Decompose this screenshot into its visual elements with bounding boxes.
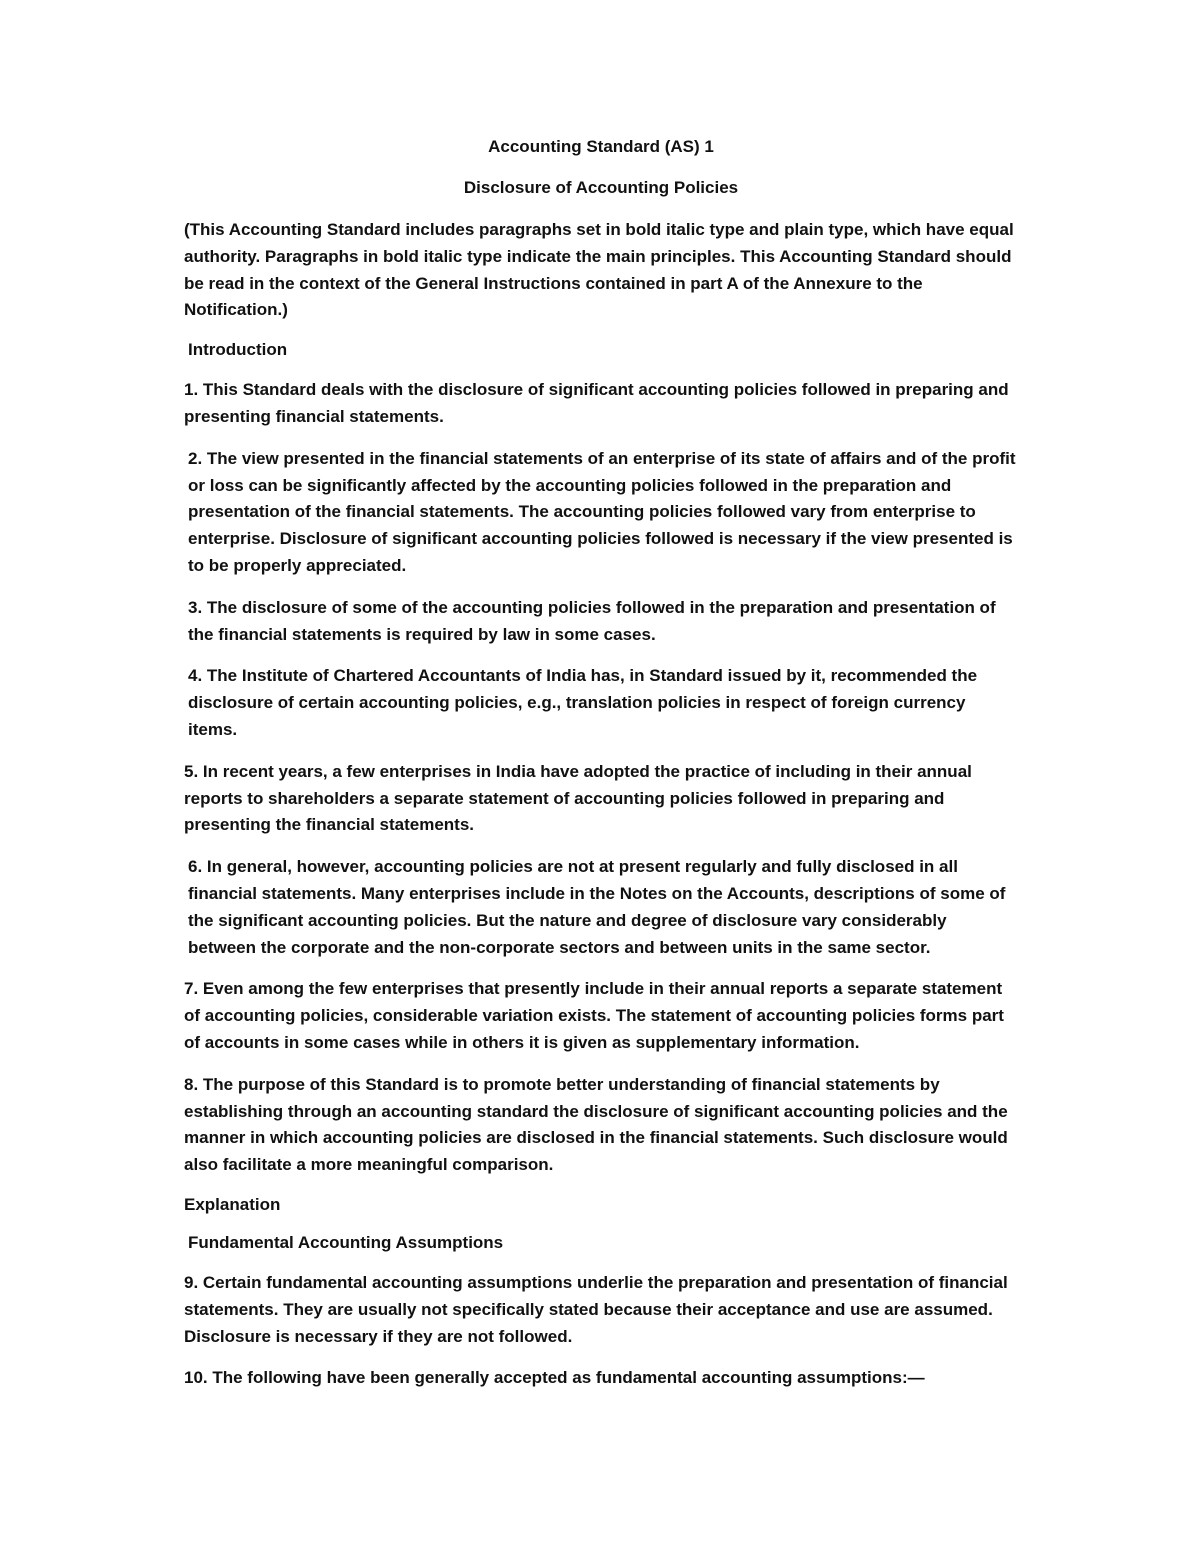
paragraph-4: 4. The Institute of Chartered Accountants of India has, in Standard issued by it, recommended the disclosure of certain accounting policies, e.g., translation policies in respect of foreign currency items. <box>188 666 978 739</box>
assumptions-heading: Fundamental Accounting Assumptions <box>188 1232 504 1252</box>
paragraph-10: 10. The following have been generally accepted as fundamental accounting assumptions:— <box>184 1368 925 1388</box>
document-subtitle: Disclosure of Accounting Policies <box>463 178 739 197</box>
paragraph-1: 1. This Standard deals with the disclosure of significant accounting policies followed in preparing and presenting financial statements. <box>184 380 1009 426</box>
paragraph-8: 8. The purpose of this Standard is to promote better understanding of financial statements by establishing through an accounting standard the disclosure of significant accounting policies and the manner in which accounting policies are disclosed in the financial statements. Such disclosure would also facilitate a more meaningful comparison. <box>184 1074 1008 1175</box>
paragraph-7: 7. Even among the few enterprises that presently include in their annual reports a separate statement of accounting policies, considerable variation exists. The statement of accounting policies forms part of accounts in some cases while in others it is given as supplementary information. <box>184 979 1004 1052</box>
paragraph-6: 6. In general, however, accounting policies are not at present regularly and fully disclosed in all financial statements. Many enterprises include in the Notes on the Accounts, descriptions of some of the significant accounting policies. But the nature and degree of disclosure vary considerably between the corporate and the non-corporate sectors and between units in the same sector. <box>188 857 1006 957</box>
explanation-heading: Explanation <box>184 1194 281 1214</box>
paragraph-3: 3. The disclosure of some of the accounting policies followed in the preparation and presentation of the financial statements is required by law in some cases. <box>188 597 996 644</box>
document-body <box>184 136 1018 1407</box>
introduction-heading: Introduction <box>188 340 288 360</box>
document-title: Accounting Standard (AS) 1 <box>488 137 714 156</box>
preface-paragraph: (This Accounting Standard includes paragraphs set in bold italic type and plain type, which have equal authority. Paragraphs in bold italic type indicate the main principles. This Accounting Standard should be read in the context of the General Instructions contained in part A of the Annexure to the Notification.) <box>184 220 1014 320</box>
paragraph-5: 5. In recent years, a few enterprises in India have adopted the practice of including in their annual reports to shareholders a separate statement of accounting policies followed in preparing and presenting the financial statements. <box>184 761 972 835</box>
paragraph-2: 2. The view presented in the financial statements of an enterprise of its state of affairs and of the profit or loss can be significantly affected by the accounting policies followed in the preparation and presentation of the financial statements. The accounting policies followed vary from enterprise to enterprise. Disclosure of significant accounting policies followed is necessary if the view presented is to be properly appreciated. <box>188 448 1016 575</box>
paragraph-9: 9. Certain fundamental accounting assumptions underlie the preparation and presentation of financial statements. They are usually not specifically stated because their acceptance and use are assumed. Disclosure is necessary if they are not followed. <box>184 1272 1008 1346</box>
